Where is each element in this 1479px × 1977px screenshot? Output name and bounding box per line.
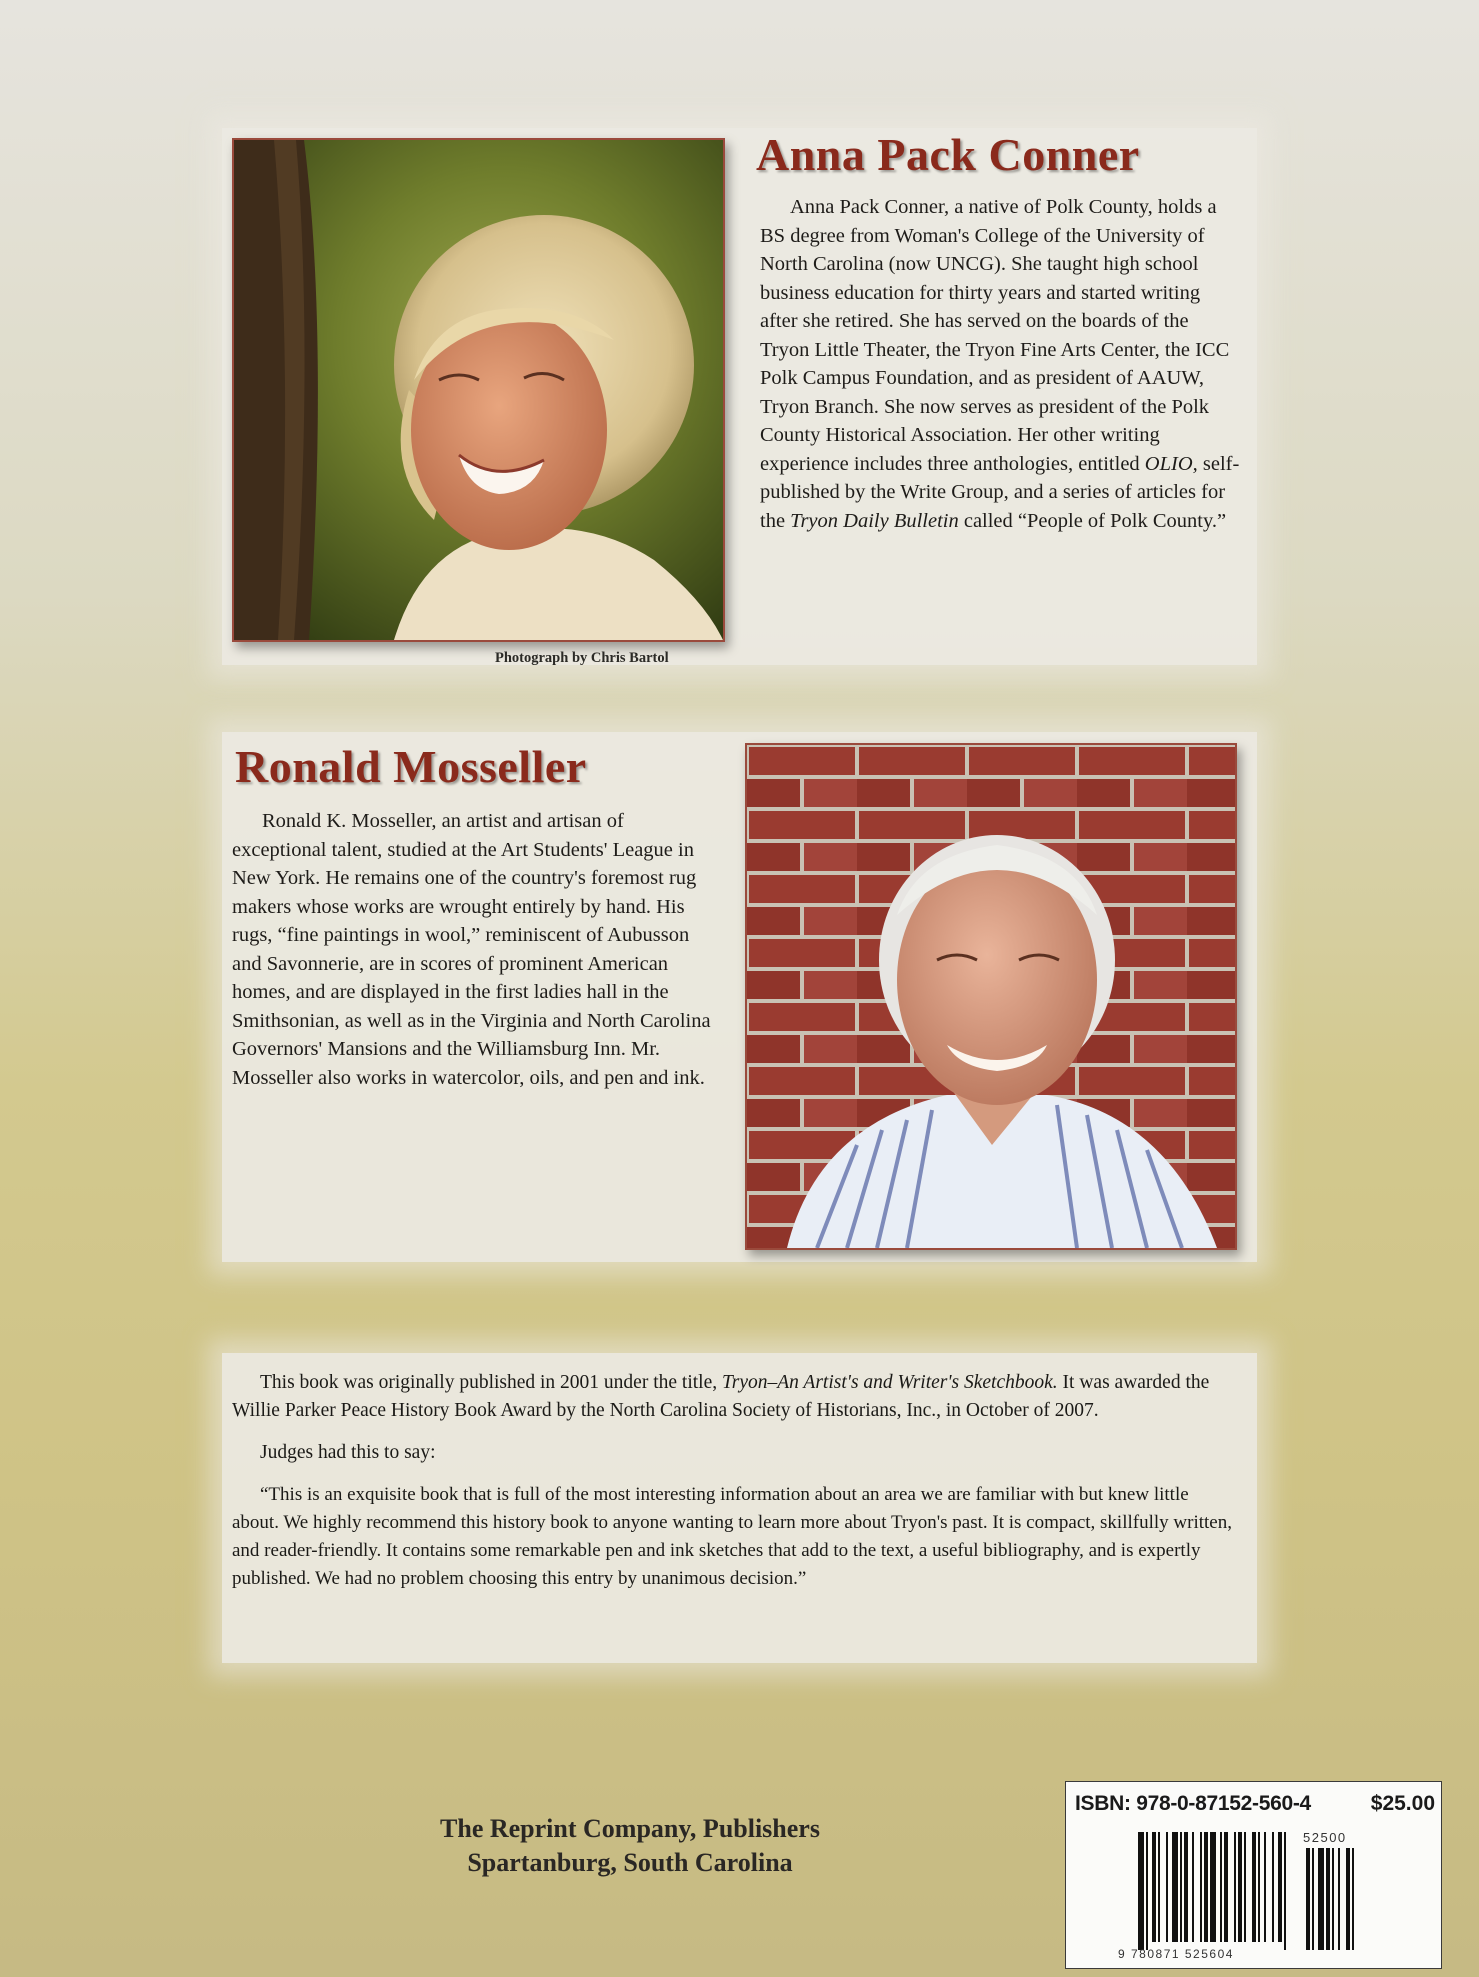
book-note-history — [232, 1369, 1237, 1425]
book-note-judges-intro: Judges had this to say: — [260, 1442, 436, 1463]
barcode-bar — [1284, 1832, 1286, 1950]
barcode-addon-bar — [1338, 1848, 1340, 1950]
barcode-bar — [1278, 1832, 1282, 1942]
book-note-original-title: Tryon–An Artist's and Writer's Sketchbook. — [721, 1372, 1058, 1393]
barcode-bar — [1252, 1832, 1256, 1942]
publisher-imprint — [390, 1812, 870, 1880]
barcode-addon-bar — [1318, 1848, 1324, 1950]
barcode-bar — [1180, 1832, 1182, 1942]
book-note-judges-quote: “This is an exquisite book that is full of the most interesting information about an area we are familiar with but knew little about. We highly recommend this history book to anyone wanting to learn more about Tryon's past. It is compact, skillfully written, and reader-friendly. It contains some remarkable pen and ink sketches that add to the text, a useful bibliography, and is expertly published. We had no problem choosing this entry by unanimous decision.” — [232, 1484, 1232, 1589]
author1-name: Anna Pack Conner — [756, 129, 1140, 180]
ean-digits: 9 780871 525604 — [1118, 1947, 1234, 1961]
author2-name: Ronald Mosseller — [235, 741, 587, 792]
addon-digits: 52500 — [1303, 1830, 1347, 1845]
barcode-bar — [1224, 1832, 1228, 1942]
barcode-bar — [1138, 1832, 1144, 1950]
barcode-addon-bar — [1306, 1848, 1310, 1950]
barcode-addon-bar — [1326, 1848, 1330, 1950]
author2-bio: Ronald K. Mosseller, an artist and artisan of exceptional talent, studied at the Art Students' League in New York. He remains one of the country's foremost rug makers whose works are wrought entirely by hand. His rugs, “fine paintings in wool,” reminiscent of Aubusson and Savonnerie, are in scores of prominent American homes, and are displayed in the first ladies hall in the Smithsonian, as well as in the Virginia and North Carolina Governors' Mansions and the Williamsburg Inn. Mr. Mosseller also works in watercolor, oils, and pen and ink. — [232, 810, 711, 1089]
book-note-text-a: This book was originally published in 2001 under the title, — [260, 1372, 722, 1393]
barcode-bar — [1264, 1832, 1266, 1942]
author1-bio-text-c: called “People of Polk County.” — [958, 509, 1227, 532]
photo-credit: Photograph by Chris Bartol — [495, 650, 669, 666]
portrait-woman-image — [234, 140, 723, 640]
barcode-addon-bar — [1312, 1848, 1314, 1950]
barcode-addon-bar — [1352, 1848, 1354, 1950]
author2-photo — [745, 743, 1237, 1250]
barcode-bar — [1166, 1832, 1168, 1942]
author1-bio-text-a: Anna Pack Conner, a native of Polk County, holds a BS degree from Woman's College of the University of North Carolina (now UNCG). She taught high school business education for thirty years and started writing after she retired. She has served on the boards of the Tryon Little Theater, the Tryon Fine Arts Center, the ICC Polk Campus Foundation, and as president of AAUW, Tryon Branch. She now serves as president of the Polk County Historical Association. Her other writing experience includes three anthologies, entitled — [760, 196, 1230, 475]
barcode-label — [1065, 1781, 1442, 1969]
barcode-addon-bar — [1346, 1848, 1350, 1950]
portrait-man-image — [747, 745, 1235, 1248]
barcode-bar — [1146, 1832, 1148, 1950]
author1-bio — [760, 193, 1240, 535]
book-note — [232, 1369, 1237, 1607]
barcode-bar — [1200, 1832, 1202, 1942]
barcode-bar — [1210, 1832, 1216, 1942]
book-note-text-b: It was awarded the Willie Parker Peace History Book Award by the North Carolina Society of Historians, Inc., in October of 2007. — [232, 1372, 1210, 1421]
barcode-bar — [1204, 1832, 1208, 1942]
author1-bio-text-b: self-published by the Write Group, and a series of articles for the — [760, 452, 1240, 532]
author1-bio-bulletin: Tryon Daily Bulletin — [790, 509, 959, 532]
barcode-bar — [1238, 1832, 1242, 1942]
barcode-bar — [1258, 1832, 1260, 1942]
barcode-bar — [1184, 1832, 1188, 1942]
barcode-bar — [1192, 1832, 1194, 1942]
publisher-location: Spartanburg, South Carolina — [467, 1848, 793, 1877]
price: $25.00 — [1370, 1792, 1435, 1815]
publisher-name: The Reprint Company, Publishers — [440, 1814, 820, 1843]
barcode-bar — [1152, 1832, 1156, 1942]
isbn-number: ISBN: 978-0-87152-560-4 — [1075, 1792, 1311, 1815]
barcode-addon-bar — [1332, 1848, 1334, 1950]
barcode-bar — [1244, 1832, 1246, 1942]
barcode-bar — [1234, 1832, 1236, 1942]
barcode-bar — [1272, 1832, 1274, 1942]
barcode-bar — [1158, 1832, 1160, 1942]
barcode-bars — [1066, 1782, 1441, 1968]
barcode-bar — [1220, 1832, 1222, 1942]
barcode-bar — [1172, 1832, 1178, 1942]
author1-bio-olio: OLIO, — [1144, 452, 1198, 475]
author1-photo — [232, 138, 725, 642]
